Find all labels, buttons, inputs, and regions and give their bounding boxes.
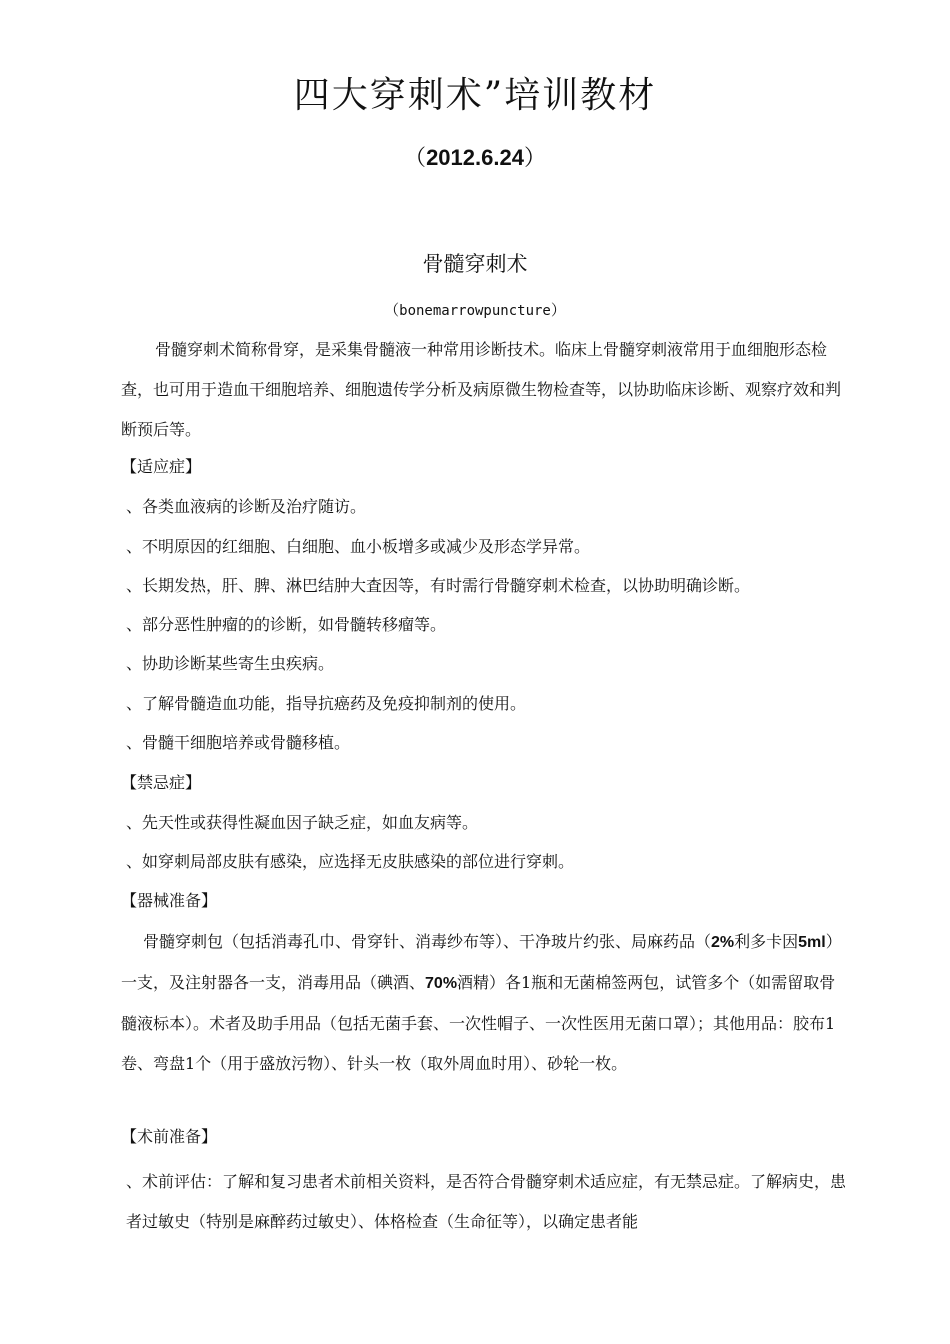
equipment-percent-1: 2% — [711, 934, 735, 951]
indication-item — [126, 532, 846, 562]
document-date — [0, 142, 950, 175]
indication-item — [126, 571, 846, 601]
list-bullet: 、 — [126, 537, 143, 556]
equipment-text-1: 骨髓穿刺包（包括消毒孔巾、骨穿针、消毒纱布等）、干净玻片约张、局麻药品（ — [143, 932, 712, 951]
indications-heading: 【适应症】 — [121, 457, 202, 476]
contraindications-heading: 【禁忌症】 — [121, 773, 202, 792]
indication-text: 骨髓干细胞培养或骨髓移植。 — [142, 733, 351, 752]
indication-text: 了解骨髓造血功能，指导抗癌药及免疫抑制剂的使用。 — [142, 694, 527, 713]
list-bullet: 、 — [126, 654, 143, 673]
indication-text: 部分恶性肿瘤的的诊断，如骨髓转移瘤等。 — [142, 615, 447, 634]
equipment-text-3: ）一支，及注射器各一支，消毒用品（碘酒、 — [121, 932, 834, 992]
list-bullet: 、 — [126, 576, 143, 595]
indication-item — [126, 649, 846, 679]
preop-text: 术前评估：了解和复习患者术前相关资料，是否符合骨髓穿刺术适应症，有无禁忌症。了解病史，患者过敏史（特别是麻醉药过敏史）、体格检查（生命征等），以确定患者能 — [126, 1172, 847, 1231]
list-bullet: 、 — [126, 852, 143, 871]
document-title: 四大穿刺术”培训教材 — [293, 75, 657, 116]
subtitle-open-paren: （ — [384, 301, 400, 319]
equipment-text-2: 利多卡因 — [734, 932, 799, 951]
indication-text: 协助诊断某些寄生虫疾病。 — [142, 654, 335, 673]
intro-paragraph: 骨髓穿刺术简称骨穿，是采集骨髓液一种常用诊断技术。临床上骨髓穿刺液常用于血细胞形态检查，也可用于造血干细胞培养、细胞遗传学分析及病原微生物检查等，以协助临床诊断、观察疗效和判断预后等。 — [121, 340, 842, 439]
equipment-percent-2: 70% — [425, 975, 458, 992]
equipment-text-4: 酒精）各1瓶和无菌棉签两包，试管多个（如需留取骨髓液标本）。术者及助手用品（包括无菌手套、一次性帽子、一次性医用无菌口罩）；其他用品：胶布1卷、弯盘1个（用于盛放污物）、针头一枚（取外周血时用）、砂轮一枚。 — [121, 973, 836, 1073]
indication-item — [126, 610, 846, 640]
indication-item — [126, 492, 846, 522]
list-bullet: 、 — [126, 694, 143, 713]
list-bullet: 、 — [126, 733, 143, 752]
section-subtitle — [0, 296, 950, 325]
indication-text: 各类血液病的诊断及治疗随访。 — [142, 497, 367, 516]
indication-text: 不明原因的红细胞、白细胞、血小板增多或减少及形态学异常。 — [142, 537, 591, 556]
list-bullet: 、 — [126, 615, 143, 634]
contraindication-text: 先天性或获得性凝血因子缺乏症，如血友病等。 — [142, 813, 479, 832]
date-close-paren: ） — [523, 146, 546, 171]
date-value: 2012.6.24 — [426, 145, 524, 170]
list-bullet: 、 — [126, 1172, 143, 1191]
subtitle-close-paren: ） — [550, 301, 566, 319]
indication-text: 长期发热，肝、脾、淋巴结肿大査因等，有时需行骨髓穿刺术检查，以协助明确诊断。 — [142, 576, 751, 595]
indication-item — [126, 689, 846, 719]
indication-item — [126, 728, 846, 758]
equipment-volume: 5ml — [798, 934, 826, 951]
subtitle-text: bonemarrowpuncture — [399, 303, 551, 319]
preop-heading: 【术前准备】 — [121, 1127, 218, 1146]
contraindication-text: 如穿刺局部皮肤有感染，应选择无皮肤感染的部位进行穿刺。 — [142, 852, 575, 871]
list-bullet: 、 — [126, 497, 143, 516]
section-title: 骨髓穿刺术 — [422, 252, 528, 276]
list-bullet: 、 — [126, 813, 143, 832]
contraindication-item — [126, 847, 846, 877]
preop-paragraph — [126, 1162, 846, 1242]
contraindication-item — [126, 808, 846, 838]
date-open-paren: （ — [404, 146, 427, 171]
equipment-heading: 【器械准备】 — [121, 891, 218, 910]
equipment-paragraph — [121, 922, 841, 1084]
